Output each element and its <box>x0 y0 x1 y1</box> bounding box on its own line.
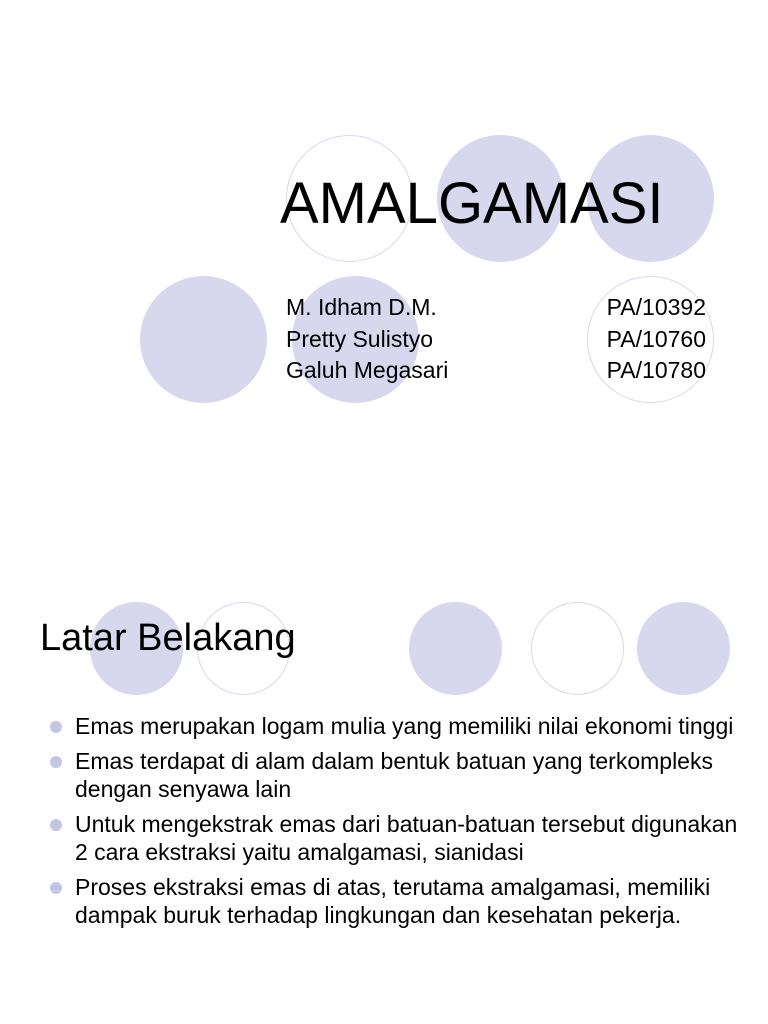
bullet-item <box>48 810 738 866</box>
bullet-item <box>48 747 738 803</box>
bullet-text: Proses ekstraksi emas di atas, terutama amalgamasi, memiliki dampak buruk terhadap lingkungan dan kesehatan pekerja. <box>75 874 711 928</box>
bullet-item <box>48 712 738 740</box>
content-slide <box>0 512 768 1024</box>
author-name: Pretty Sulistyo <box>286 325 433 352</box>
author-id: PA/10760 <box>606 325 706 352</box>
author-list <box>286 292 706 387</box>
slide-title: Latar Belakang <box>40 617 296 659</box>
slide-title: AMALGAMASI <box>280 171 664 236</box>
decor-circle <box>531 602 624 695</box>
decor-circle <box>637 602 730 695</box>
author-row <box>286 292 706 324</box>
author-name: M. Idham D.M. <box>286 294 437 320</box>
bullet-dot-icon <box>50 819 62 831</box>
decor-circle <box>140 276 267 403</box>
bullet-text: Emas terdapat di alam dalam bentuk batuan yang terkompleks dengan senyawa lain <box>75 748 713 802</box>
bullet-dot-icon <box>50 882 62 894</box>
bullet-dot-icon <box>50 756 62 768</box>
bullet-list <box>48 712 738 936</box>
author-row <box>286 324 706 356</box>
author-row <box>286 355 706 387</box>
bullet-dot-icon <box>50 721 62 733</box>
author-id: PA/10392 <box>606 294 706 320</box>
author-id: PA/10780 <box>606 357 706 383</box>
author-name: Galuh Megasari <box>286 357 449 383</box>
decor-circle <box>409 602 502 695</box>
bullet-item <box>48 873 738 929</box>
bullet-text: Untuk mengekstrak emas dari batuan-batuan tersebut digunakan 2 cara ekstraksi yaitu amalgamasi, sianidasi <box>75 811 738 865</box>
bullet-text: Emas merupakan logam mulia yang memiliki nilai ekonomi tinggi <box>75 713 734 739</box>
